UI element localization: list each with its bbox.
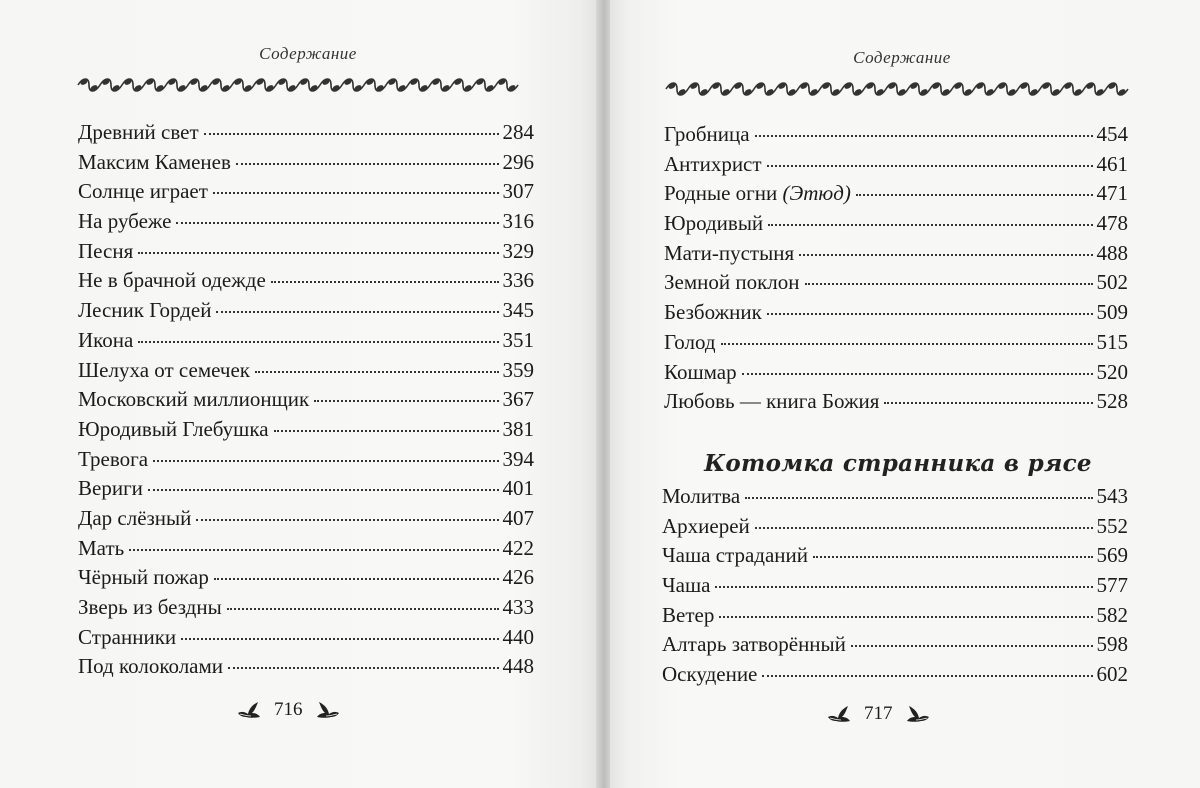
toc-entry-title: Московский миллионщик — [78, 387, 310, 412]
toc-entry — [78, 177, 534, 207]
toc-entry-title: Алтарь затворённый — [662, 632, 846, 657]
toc-entry — [78, 266, 534, 296]
toc-entry — [78, 504, 534, 534]
toc-entry — [664, 268, 1128, 298]
toc-entry-title: Голод — [664, 329, 716, 354]
toc-entry-page: 422 — [502, 535, 534, 560]
dot-leader — [805, 282, 1093, 285]
running-head: Содержание — [853, 48, 951, 67]
dot-leader — [742, 372, 1093, 375]
toc-entry-page: 502 — [1096, 270, 1128, 295]
toc-entry-title: Чёрный пожар — [78, 565, 209, 590]
toc-entry-page: 329 — [502, 238, 534, 263]
toc-entry-page: 478 — [1096, 211, 1128, 236]
toc-entry-page: 316 — [502, 209, 534, 234]
toc-entry-title: Вериги — [78, 476, 143, 501]
toc-entry — [78, 415, 534, 445]
dot-leader — [767, 164, 1093, 167]
toc-entry-title: Кошмар — [664, 359, 737, 384]
toc-entry-title: Чаша — [662, 573, 711, 598]
toc-entry — [664, 298, 1128, 328]
toc-entry — [662, 601, 1128, 631]
dot-leader — [755, 526, 1093, 529]
toc-entry — [78, 385, 534, 415]
dot-leader — [138, 251, 498, 254]
toc-entry-page: 433 — [502, 595, 534, 619]
toc-entry — [662, 630, 1128, 660]
toc-entry-page: 461 — [1096, 151, 1128, 176]
dot-leader — [176, 221, 498, 224]
dot-leader — [762, 674, 1092, 677]
page-folio — [826, 703, 931, 725]
dot-leader — [755, 134, 1093, 137]
toc-entry — [662, 482, 1128, 512]
toc-entry — [664, 358, 1128, 388]
toc-entry — [664, 328, 1128, 358]
toc-entry — [664, 120, 1128, 150]
toc-entry-page: 367 — [502, 387, 534, 412]
toc-entry-page: 284 — [502, 120, 534, 144]
dot-leader — [129, 548, 498, 551]
toc-entry-title: Лесник Гордей — [78, 298, 212, 323]
dot-leader — [153, 459, 498, 462]
dot-leader — [856, 193, 1093, 196]
toc-entry — [664, 239, 1128, 269]
toc-entry-title: Странники — [78, 624, 177, 649]
toc-entry-title: Зверь из бездны — [78, 595, 222, 619]
toc-entry-page: 471 — [1096, 181, 1128, 206]
toc-entry-page: 448 — [502, 654, 534, 679]
toc-entry-page: 543 — [1096, 484, 1128, 508]
toc-entry-title: Икона — [78, 327, 134, 352]
toc-entry-page: 602 — [1096, 662, 1128, 687]
toc-entry — [78, 534, 534, 564]
dot-leader — [715, 585, 1092, 588]
toc-entry — [662, 512, 1128, 542]
toc-entry-page: 381 — [502, 416, 534, 441]
vine-ornament-icon — [76, 74, 538, 96]
left-page — [0, 0, 598, 788]
toc-entry-page: 359 — [502, 357, 534, 382]
toc-entry-page: 509 — [1096, 300, 1128, 325]
dot-leader — [745, 496, 1092, 499]
toc-entry — [78, 563, 534, 593]
toc-entry-page: 582 — [1096, 602, 1128, 627]
toc-entry-title: Гробница — [664, 122, 750, 146]
dove-icon — [236, 699, 262, 721]
table-of-contents-list — [664, 120, 1128, 417]
toc-entry-page: 515 — [1096, 329, 1128, 354]
dot-leader — [721, 342, 1093, 345]
toc-entry — [664, 150, 1128, 180]
toc-entry-page: 577 — [1096, 573, 1128, 598]
dot-leader — [213, 191, 499, 194]
toc-entry-page: 520 — [1096, 359, 1128, 384]
dot-leader — [228, 666, 498, 669]
toc-entry-title: Солнце играет — [78, 179, 208, 204]
toc-entry-page: 394 — [502, 446, 534, 471]
toc-entry — [664, 179, 1128, 209]
toc-entry-title: Не в брачной одежде — [78, 268, 266, 293]
vine-ornament-icon — [664, 78, 1134, 100]
dove-icon — [905, 703, 931, 725]
dot-leader — [271, 280, 499, 283]
dot-leader — [768, 223, 1092, 226]
dot-leader — [148, 488, 499, 491]
toc-entry-note: (Этюд) — [782, 181, 851, 206]
toc-entry-title: Ветер — [662, 602, 715, 627]
page-number: 716 — [274, 699, 303, 720]
toc-entry — [78, 474, 534, 504]
toc-entry-title: Земной поклон — [664, 270, 800, 295]
dot-leader — [767, 312, 1093, 315]
section-contents-list — [662, 482, 1128, 690]
toc-entry-page: 401 — [502, 476, 534, 501]
right-page — [610, 0, 1200, 788]
toc-entry-page: 307 — [502, 179, 534, 204]
dove-icon — [315, 699, 341, 721]
toc-entry-page: 296 — [502, 149, 534, 174]
toc-entry — [664, 209, 1128, 239]
dot-leader — [884, 401, 1092, 404]
toc-entry — [78, 237, 534, 267]
dot-leader — [274, 429, 499, 432]
dove-icon — [826, 703, 852, 725]
toc-entry-title: Молитва — [662, 484, 741, 508]
dot-leader — [719, 615, 1092, 618]
dot-leader — [255, 370, 499, 373]
dot-leader — [813, 555, 1092, 558]
toc-entry-title: Антихрист — [664, 151, 762, 176]
toc-entry-title: Мати-пустыня — [664, 240, 795, 265]
toc-entry-page: 426 — [502, 565, 534, 590]
section-heading: Котомка странника в рясе — [704, 450, 1092, 477]
toc-entry-title: Дар слёзный — [78, 505, 192, 530]
dot-leader — [314, 399, 498, 402]
toc-entry-page: 528 — [1096, 389, 1128, 414]
toc-entry — [78, 148, 534, 178]
toc-entry-title: Тревога — [78, 446, 149, 471]
running-head: Содержание — [259, 44, 357, 63]
dot-leader — [236, 162, 499, 165]
toc-entry — [662, 541, 1128, 571]
toc-entry — [78, 296, 534, 326]
dot-leader — [799, 253, 1092, 256]
toc-entry — [78, 356, 534, 386]
toc-entry-title: Безбожник — [664, 300, 762, 325]
dot-leader — [227, 607, 499, 610]
toc-entry — [664, 387, 1128, 417]
toc-entry-page: 454 — [1096, 122, 1128, 146]
toc-entry-title: Юродивый Глебушка — [78, 416, 269, 441]
page-number: 717 — [864, 703, 893, 724]
page-folio — [236, 699, 341, 721]
table-of-contents-list — [78, 118, 534, 682]
toc-entry — [78, 445, 534, 475]
toc-entry-page: 351 — [502, 327, 534, 352]
toc-entry-title: Архиерей — [662, 513, 750, 538]
toc-entry-title: Чаша страданий — [662, 543, 809, 568]
toc-entry-title: Древний свет — [78, 120, 199, 144]
dot-leader — [214, 577, 499, 580]
toc-entry-page: 552 — [1096, 513, 1128, 538]
dot-leader — [216, 310, 498, 313]
toc-entry-title: На рубеже — [78, 209, 172, 234]
toc-entry-title: Под колоколами — [78, 654, 224, 679]
toc-entry — [78, 207, 534, 237]
toc-entry — [78, 118, 534, 148]
toc-entry-page: 440 — [502, 624, 534, 649]
toc-entry-page: 336 — [502, 268, 534, 293]
toc-entry — [78, 326, 534, 356]
toc-entry-title: Песня — [78, 238, 134, 263]
toc-entry-page: 407 — [502, 505, 534, 530]
toc-entry — [662, 660, 1128, 690]
toc-entry — [78, 623, 534, 653]
toc-entry-title: Родные огни (Этюд) — [664, 181, 851, 206]
toc-entry-page: 569 — [1096, 543, 1128, 568]
toc-entry — [78, 652, 534, 682]
toc-entry-title: Максим Каменев — [78, 149, 231, 174]
dot-leader — [851, 644, 1093, 647]
dot-leader — [138, 340, 498, 343]
toc-entry — [78, 593, 534, 623]
toc-entry-title: Мать — [78, 535, 125, 560]
toc-entry-title: Оскудение — [662, 662, 758, 687]
toc-entry-page: 598 — [1096, 632, 1128, 657]
dot-leader — [196, 518, 498, 521]
dot-leader — [181, 637, 498, 640]
toc-entry-title: Любовь — книга Божия — [664, 389, 880, 414]
toc-entry-title: Юродивый — [664, 211, 764, 236]
toc-entry — [662, 571, 1128, 601]
toc-entry-page: 488 — [1096, 240, 1128, 265]
dot-leader — [204, 132, 499, 135]
toc-entry-title: Шелуха от семечек — [78, 357, 250, 382]
toc-entry-page: 345 — [502, 298, 534, 323]
